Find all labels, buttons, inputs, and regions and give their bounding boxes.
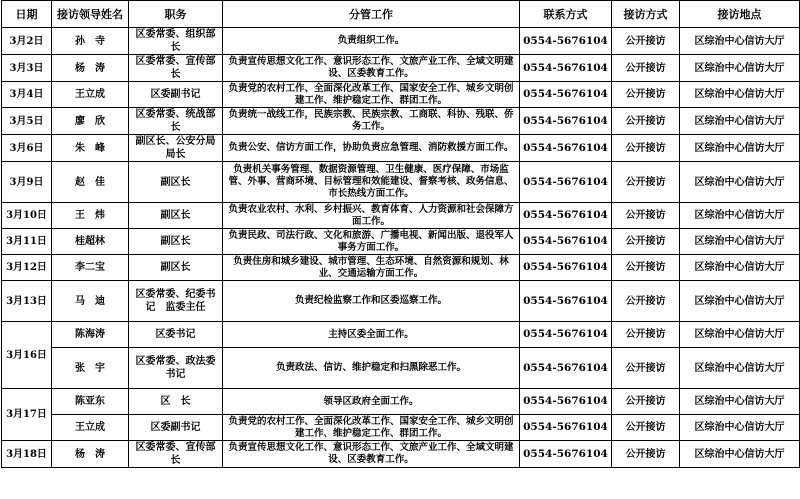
cell-duty: 负责机关事务管理、数据资源管理、卫生健康、医疗保障、市场监管、外事、营商环境、目标管理和效能建设、督察考核、政务信息、市长热线方面工作。 xyxy=(223,162,520,203)
cell-location: 区综治中心信访大厅 xyxy=(680,441,800,468)
cell-duty: 负责农业农村、水利、乡村振兴、教育体育、人力资源和社会保障方面工作。 xyxy=(223,203,520,229)
table-row xyxy=(2,441,800,468)
cell-location: 区综治中心信访大厅 xyxy=(680,135,800,162)
cell-name: 张 宇 xyxy=(52,348,129,389)
header-location: 接访地点 xyxy=(680,1,800,28)
cell-method: 公开接访 xyxy=(612,441,680,468)
cell-phone: 0554-5676104 xyxy=(520,255,612,281)
table-row xyxy=(2,415,800,441)
cell-phone: 0554-5676104 xyxy=(520,389,612,415)
cell-location: 区综治中心信访大厅 xyxy=(680,322,800,348)
cell-duty: 负责纪检监察工作和区委巡察工作。 xyxy=(223,281,520,322)
cell-method: 公开接访 xyxy=(612,389,680,415)
cell-duty: 负责民政、司法行政、文化和旅游、广播电视、新闻出版、退役军人事务方面工作。 xyxy=(223,229,520,255)
table-header-row xyxy=(2,1,800,28)
table-row xyxy=(2,135,800,162)
cell-duty: 负责宣传思想文化工作、意识形态工作、文旅产业工作、全域文明建设、区委教育工作。 xyxy=(223,441,520,468)
cell-date: 3月6日 xyxy=(2,135,52,162)
cell-location: 区综治中心信访大厅 xyxy=(680,162,800,203)
table-row xyxy=(2,162,800,203)
cell-phone: 0554-5676104 xyxy=(520,281,612,322)
cell-title: 副区长 xyxy=(129,203,223,229)
cell-title: 区委常委、宣传部长 xyxy=(129,441,223,468)
cell-date: 3月13日 xyxy=(2,281,52,322)
cell-method: 公开接访 xyxy=(612,162,680,203)
cell-title: 区委常委、纪委书记 监委主任 xyxy=(129,281,223,322)
cell-name: 李二宝 xyxy=(52,255,129,281)
cell-phone: 0554-5676104 xyxy=(520,108,612,135)
cell-date: 3月17日 xyxy=(2,389,52,441)
cell-date: 3月16日 xyxy=(2,322,52,389)
cell-title: 区委副书记 xyxy=(129,82,223,108)
cell-title: 副区长、公安分局局长 xyxy=(129,135,223,162)
cell-date: 3月9日 xyxy=(2,162,52,203)
cell-method: 公开接访 xyxy=(612,348,680,389)
cell-title: 区委常委、宣传部长 xyxy=(129,55,223,82)
table-row xyxy=(2,322,800,348)
cell-title: 副区长 xyxy=(129,162,223,203)
cell-date: 3月10日 xyxy=(2,203,52,229)
cell-name: 桂超林 xyxy=(52,229,129,255)
cell-phone: 0554-5676104 xyxy=(520,229,612,255)
cell-method: 公开接访 xyxy=(612,28,680,55)
cell-name: 王立成 xyxy=(52,82,129,108)
table-row xyxy=(2,55,800,82)
cell-duty: 负责住房和城乡建设、城市管理、生态环境、自然资源和规划、林业、交通运输方面工作。 xyxy=(223,255,520,281)
table-row xyxy=(2,82,800,108)
cell-date: 3月5日 xyxy=(2,108,52,135)
table-row xyxy=(2,281,800,322)
cell-method: 公开接访 xyxy=(612,82,680,108)
cell-method: 公开接访 xyxy=(612,255,680,281)
cell-name: 廖 欣 xyxy=(52,108,129,135)
cell-method: 公开接访 xyxy=(612,281,680,322)
table-row xyxy=(2,108,800,135)
cell-title: 区委书记 xyxy=(129,322,223,348)
cell-duty: 主持区委全面工作。 xyxy=(223,322,520,348)
cell-location: 区综治中心信访大厅 xyxy=(680,389,800,415)
cell-phone: 0554-5676104 xyxy=(520,162,612,203)
table-row xyxy=(2,229,800,255)
cell-phone: 0554-5676104 xyxy=(520,82,612,108)
header-position: 职务 xyxy=(129,1,223,28)
cell-method: 公开接访 xyxy=(612,135,680,162)
cell-location: 区综治中心信访大厅 xyxy=(680,108,800,135)
cell-date: 3月11日 xyxy=(2,229,52,255)
cell-method: 公开接访 xyxy=(612,55,680,82)
cell-date: 3月3日 xyxy=(2,55,52,82)
cell-location: 区综治中心信访大厅 xyxy=(680,82,800,108)
cell-duty: 负责党的农村工作、全面深化改革工作、国家安全工作、城乡文明创建工作、维护稳定工作、群团工作。 xyxy=(223,82,520,108)
cell-title: 副区长 xyxy=(129,255,223,281)
cell-phone: 0554-5676104 xyxy=(520,28,612,55)
cell-title: 区委常委、政法委书记 xyxy=(129,348,223,389)
cell-name: 赵 佳 xyxy=(52,162,129,203)
cell-date: 3月18日 xyxy=(2,441,52,468)
cell-phone: 0554-5676104 xyxy=(520,203,612,229)
cell-method: 公开接访 xyxy=(612,108,680,135)
cell-location: 区综治中心信访大厅 xyxy=(680,28,800,55)
cell-phone: 0554-5676104 xyxy=(520,322,612,348)
cell-name: 陈亚东 xyxy=(52,389,129,415)
cell-name: 王立成 xyxy=(52,415,129,441)
cell-title: 区委副书记 xyxy=(129,415,223,441)
cell-method: 公开接访 xyxy=(612,322,680,348)
cell-name: 陈海涛 xyxy=(52,322,129,348)
cell-duty: 负责公安、信访方面工作，协助负责应急管理、消防救援方面工作。 xyxy=(223,135,520,162)
cell-phone: 0554-5676104 xyxy=(520,135,612,162)
cell-location: 区综治中心信访大厅 xyxy=(680,203,800,229)
cell-duty: 领导区政府全面工作。 xyxy=(223,389,520,415)
header-date: 日期 xyxy=(2,1,52,28)
cell-duty: 负责党的农村工作、全面深化改革工作、国家安全工作、城乡文明创建工作、维护稳定工作、群团工作。 xyxy=(223,415,520,441)
cell-location: 区综治中心信访大厅 xyxy=(680,348,800,389)
cell-title: 区委常委、统战部长 xyxy=(129,108,223,135)
table-row xyxy=(2,203,800,229)
cell-name: 王 炜 xyxy=(52,203,129,229)
cell-location: 区综治中心信访大厅 xyxy=(680,281,800,322)
header-contact: 联系方式 xyxy=(520,1,612,28)
cell-name: 孙 寺 xyxy=(52,28,129,55)
cell-phone: 0554-5676104 xyxy=(520,348,612,389)
cell-name: 朱 峰 xyxy=(52,135,129,162)
cell-phone: 0554-5676104 xyxy=(520,55,612,82)
cell-duty: 负责统一战线工作，民族宗教、民族宗教、工商联、科协、残联、侨务工作。 xyxy=(223,108,520,135)
header-leader-name: 接访领导姓名 xyxy=(52,1,129,28)
cell-location: 区综治中心信访大厅 xyxy=(680,229,800,255)
header-method: 接访方式 xyxy=(612,1,680,28)
cell-location: 区综治中心信访大厅 xyxy=(680,415,800,441)
table-row xyxy=(2,389,800,415)
cell-name: 马 迪 xyxy=(52,281,129,322)
cell-duty: 负责政法、信访、维护稳定和扫黑除恶工作。 xyxy=(223,348,520,389)
cell-title: 区 长 xyxy=(129,389,223,415)
cell-duty: 负责宣传思想文化工作、意识形态工作、文旅产业工作、全域文明建设、区委教育工作。 xyxy=(223,55,520,82)
cell-name: 杨 涛 xyxy=(52,55,129,82)
cell-phone: 0554-5676104 xyxy=(520,415,612,441)
cell-location: 区综治中心信访大厅 xyxy=(680,255,800,281)
cell-method: 公开接访 xyxy=(612,415,680,441)
table-row xyxy=(2,348,800,389)
cell-location: 区综治中心信访大厅 xyxy=(680,55,800,82)
cell-title: 区委常委、组织部长 xyxy=(129,28,223,55)
reception-schedule-table xyxy=(1,0,800,468)
cell-method: 公开接访 xyxy=(612,229,680,255)
cell-name: 杨 涛 xyxy=(52,441,129,468)
cell-date: 3月4日 xyxy=(2,82,52,108)
header-responsibilities: 分管工作 xyxy=(223,1,520,28)
cell-method: 公开接访 xyxy=(612,203,680,229)
table-row xyxy=(2,28,800,55)
cell-phone: 0554-5676104 xyxy=(520,441,612,468)
cell-date: 3月2日 xyxy=(2,28,52,55)
cell-date: 3月12日 xyxy=(2,255,52,281)
table-row xyxy=(2,255,800,281)
cell-title: 副区长 xyxy=(129,229,223,255)
cell-duty: 负责组织工作。 xyxy=(223,28,520,55)
